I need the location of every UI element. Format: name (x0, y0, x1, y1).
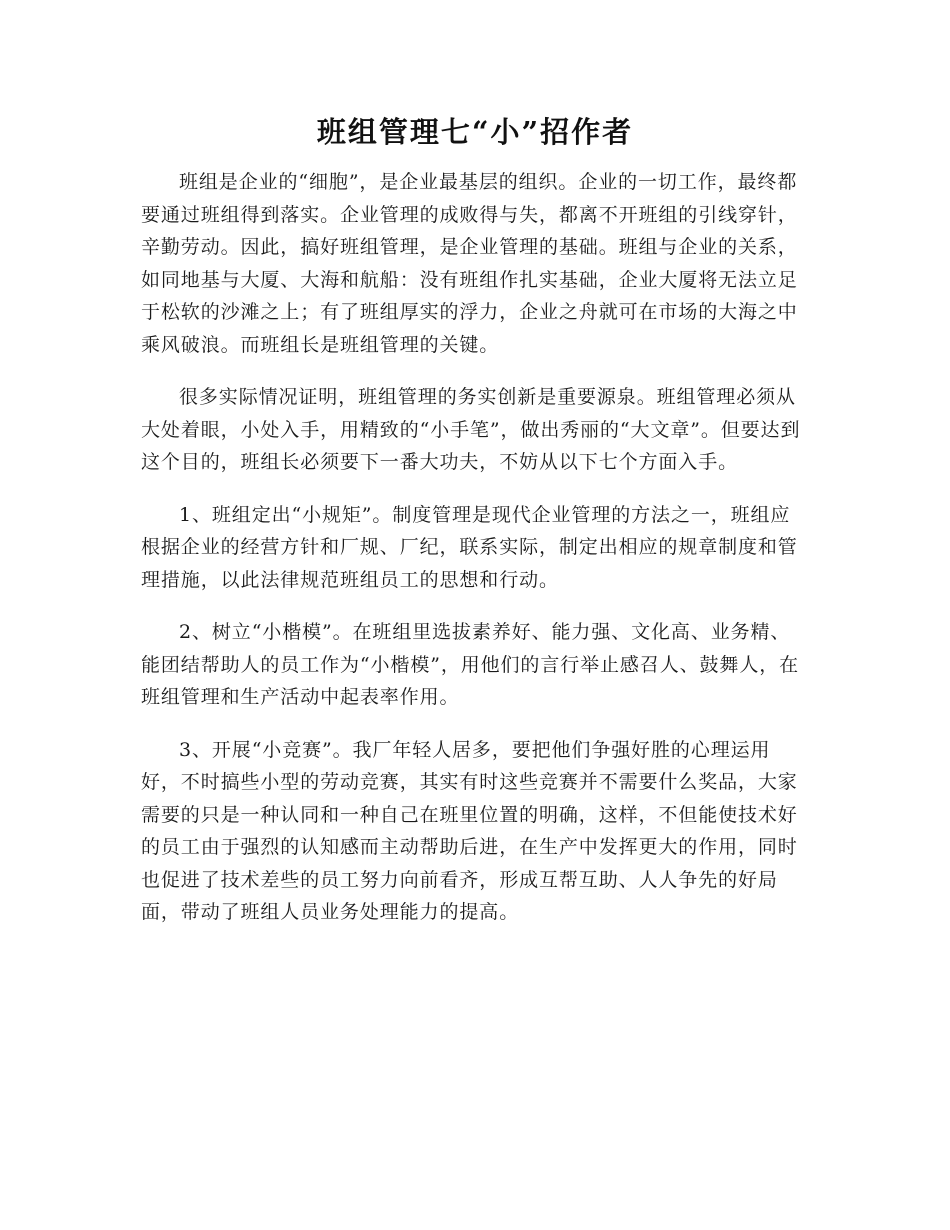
paragraph-overview: 很多实际情况证明，班组管理的务实创新是重要源泉。班组管理必须从大处着眼，小处入手，用精致的“小手笔”，做出秀丽的“大文章”。但要达到这个目的，班组长必须要下一番大功夫，不妨从以下七个方面入手。 (141, 386, 801, 473)
paragraph-intro: 班组是企业的“细胞”，是企业最基层的组织。企业的一切工作，最终都要通过班组得到落实。企业管理的成败得与失，都离不开班组的引线穿针，辛勤劳动。因此，搞好班组管理，是企业管理的基础。班组与企业的关系，如同地基与大厦、大海和航船：没有班组作扎实基础，企业大厦将无法立足于松软的沙滩之上；有了班组厚实的浮力，企业之舟就可在市场的大海之中乘风破浪。而班组长是班组管理的关键。 (141, 171, 798, 356)
paragraph-item-1: 1、班组定出“小规矩”。制度管理是现代企业管理的方法之一，班组应根据企业的经营方针和厂规、厂纪，联系实际，制定出相应的规章制度和管理措施，以此法律规范班组员工的思想和行动。 (141, 503, 798, 591)
document-body (141, 166, 807, 949)
paragraph-item-3: 3、开展“小竞赛”。我厂年轻人居多，要把他们争强好胜的心理运用好，不时搞些小型的劳动竞赛，其实有时这些竞赛并不需要什么奖品，大家需要的只是一种认同和一种自己在班里位置的明确，这样，不但能使技术好的员工由于强烈的认知感而主动帮助后进，在生产中发挥更大的作用，同时也促进了技术差些的员工努力向前看齐，形成互帮互助、人人争先的好局面，带动了班组人员业务处理能力的提高。 (141, 738, 798, 923)
document-title: 班组管理七“小”招作者 (316, 115, 634, 149)
paragraph-item-2: 2、树立“小楷模”。在班组里选拔素养好、能力强、文化高、业务精、能团结帮助人的员工作为“小楷模”，用他们的言行举止感召人、鼓舞人，在班组管理和生产活动中起表率作用。 (141, 621, 800, 708)
